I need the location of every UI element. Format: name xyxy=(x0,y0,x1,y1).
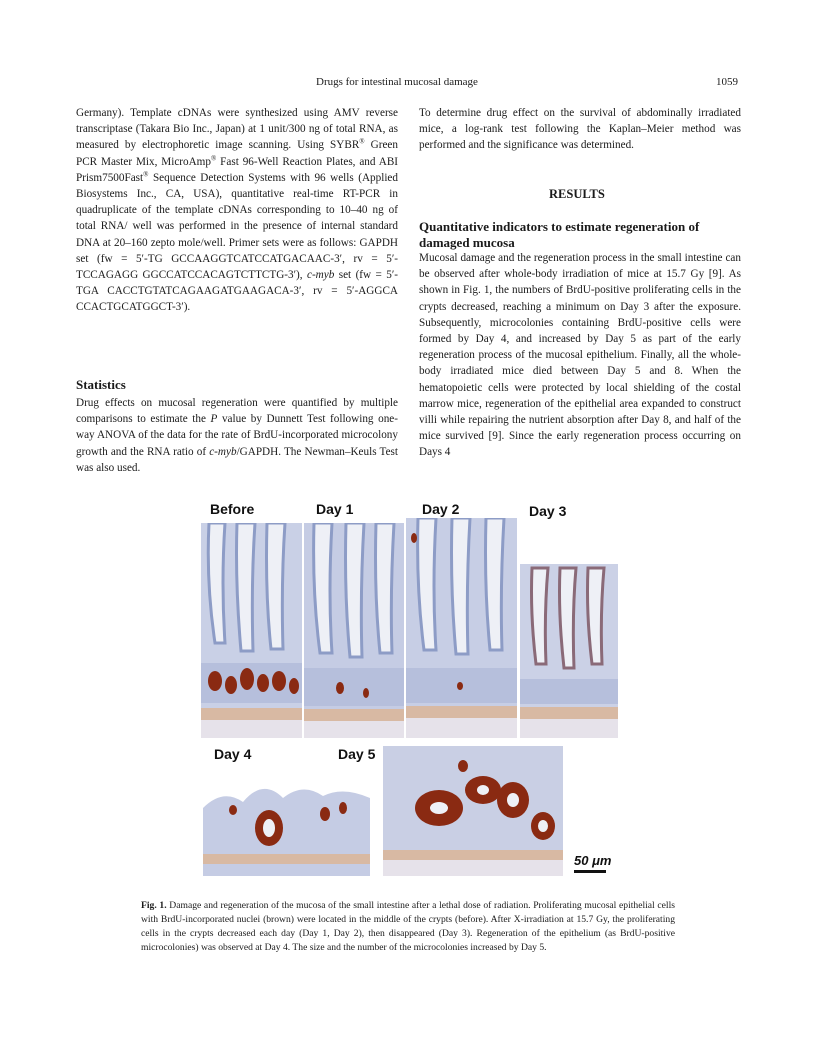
micrograph-before xyxy=(201,523,302,738)
caption-label: Fig. 1. xyxy=(141,900,167,911)
micrograph-day1 xyxy=(304,523,404,738)
panel-day1 xyxy=(304,523,404,738)
caption-text: Damage and regeneration of the mucosa of the small intestine after a lethal dose of radiation. Proliferating mucosal epithelial cells with BrdU-incorporated nuclei (brown) were located in the middle of the crypts (before). After X-irradiation at 15.7 Gy, the proliferating cells in the crypts decreased each day (Day 1, Day 2), then disappeared (Day 3). Regeneration of the epithelium (as BrdU-positive microcolonies) was observed at Day 4. The size and the number of the microcolonies increased by Day 5. xyxy=(141,900,675,953)
panel-label-day2: Day 2 xyxy=(422,501,460,517)
panel-label-day4: Day 4 xyxy=(214,746,252,762)
running-head-title: Drugs for intestinal mucosal damage xyxy=(316,76,478,88)
page-number: 1059 xyxy=(716,76,738,88)
panel-label-before: Before xyxy=(210,501,255,517)
figure-1 xyxy=(198,496,618,881)
panel-day3 xyxy=(520,564,618,738)
panel-day4 xyxy=(203,768,370,876)
results-heading: RESULTS xyxy=(549,187,605,201)
scale-bar xyxy=(574,870,606,873)
left-column xyxy=(76,105,398,316)
results-paragraph: Mucosal damage and the regeneration process in the small intestine can be observed after whole-body irradiation of mice at 15.7 Gy [9]. As shown in Fig. 1, the numbers of BrdU-positive proliferating cells in the crypts decreased, reaching a minimum on Day 3 after the exposure. Subsequently, microcolonies containing BrdU-positive cells were formed by Day 4, and increased by Day 5 as part of the early regeneration process of the mucosal epithelium. Finally, all the whole-body irradiated mice died between Day 5 and 8. When the hematopoietic cells were protected by local shielding of the costal marrow mice, regeneration of the epithelial area expanded to construct villi while repairing the nutrient absorption after Day 8, and half of the mice survived [9]. Since the early regeneration process occurring on Days 4 xyxy=(419,252,741,459)
micrograph-day3 xyxy=(520,564,618,738)
running-head xyxy=(0,76,816,92)
right-column-intro xyxy=(419,105,741,154)
panel-label-day1: Day 1 xyxy=(316,501,354,517)
panel-before xyxy=(201,523,302,738)
logrank-paragraph: To determine drug effect on the survival of abdominally irradiated mice, a log-rank test following the Kaplan–Meier method was performed and the significance was determined. xyxy=(419,107,741,152)
micrograph-day5 xyxy=(383,746,563,876)
micrograph-day4 xyxy=(203,768,370,876)
statistics-heading: Statistics xyxy=(76,377,126,392)
micrograph-day2 xyxy=(406,518,517,738)
panel-day2 xyxy=(406,518,517,738)
scale-bar-label: 50 μm xyxy=(574,853,612,868)
panel-label-day5: Day 5 xyxy=(338,746,376,762)
results-subheading: Quantitative indicators to estimate regeneration of damaged mucosa xyxy=(419,219,700,250)
methods-paragraph: Germany). Template cDNAs were synthesized using AMV reverse transcriptase (Takara Bio Inc., Japan) at 1 unit/300 ng of total RNA, as measured by electrophoretic image scanning. Using SYBR® Green PCR Master Mix, MicroAmp® Fast 96-Well Reaction Plates, and ABI Prism7500Fast® Sequence Detection Systems with 96 wells (Applied Biosystems Inc., CA, USA), quantitative real-time RT-PCR in quadruplicate of the template cDNAs corresponding to 10–40 ng of total RNA/ well was performed in the presence of internal standard DNA at 20–160 zepto mole/well. Primer sets were as follows: GAPDH set (fw = 5′-TG GCCAAGGTCATCCATGACAAC-3′, rv = 5′-TCCAGAGG GGCCATCCACAGTCTTCTG-3′), c-myb set (fw = 5′-TGA CACCTGTATCAGAAGATGAAGACA-3′, rv = 5′-AGGCA CCACTGCATGGCT-3′). xyxy=(76,107,399,314)
figure-caption xyxy=(141,899,675,955)
panel-day5 xyxy=(383,746,563,876)
panel-label-day3: Day 3 xyxy=(529,503,567,519)
statistics-paragraph: Drug effects on mucosal regeneration were quantified by multiple comparisons to estimate the P value by Dunnett Test following one-way ANOVA of the data for the rate of BrdU-incorporated microcolony growth and the RNA ratio of c-myb/GAPDH. The Newman–Keuls Test was also used. xyxy=(76,397,398,474)
